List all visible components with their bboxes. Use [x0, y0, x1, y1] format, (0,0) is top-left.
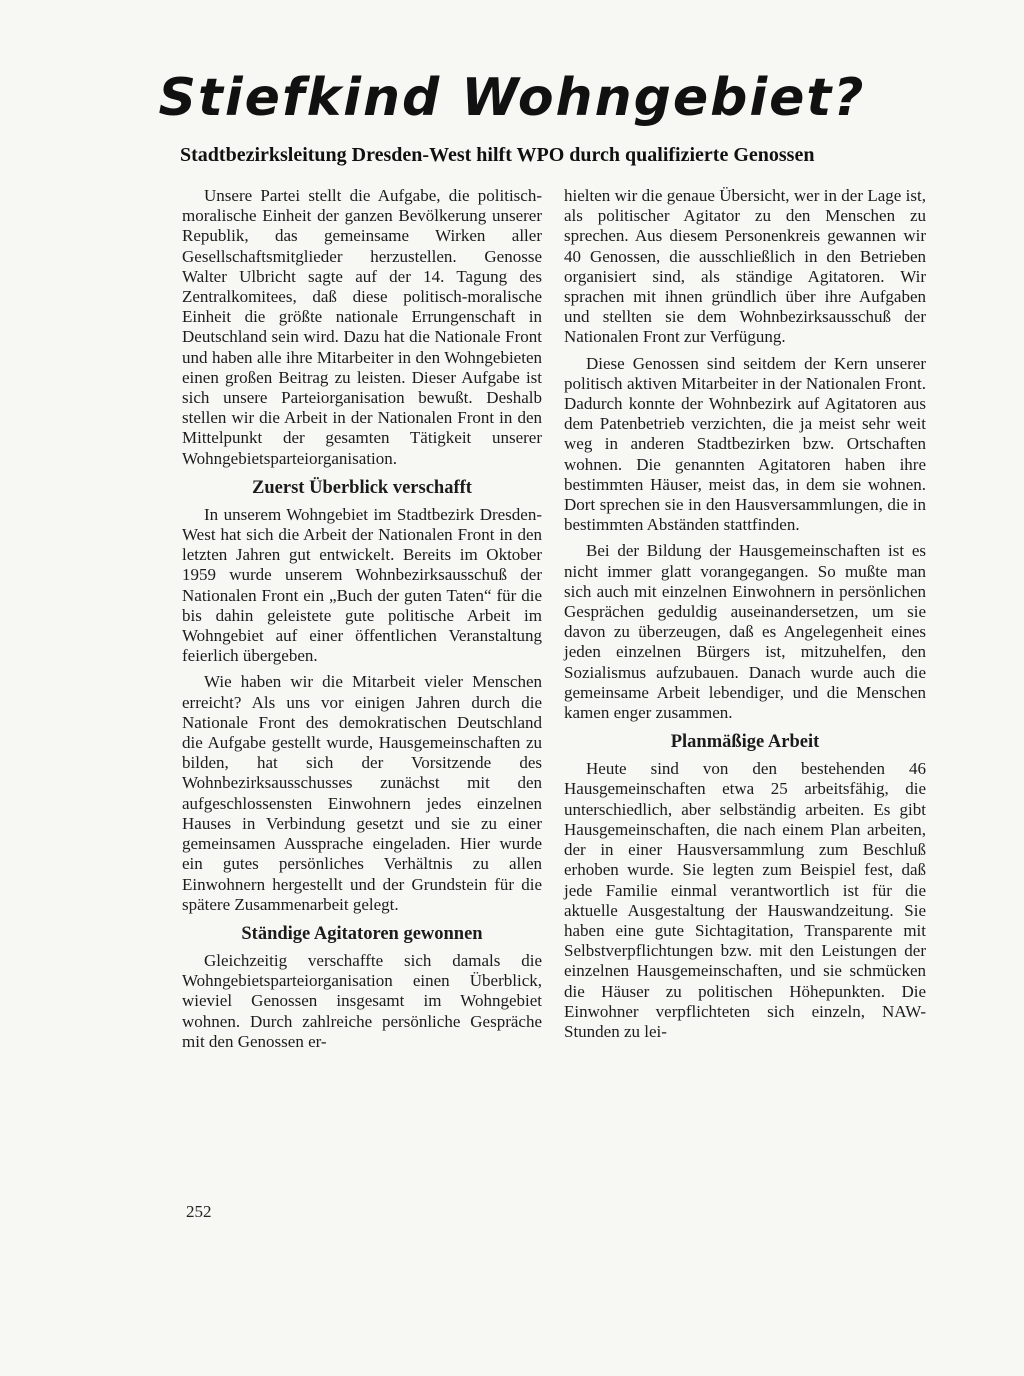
paragraph: Wie haben wir die Mitarbeit vieler Menschen erreicht? Als uns vor einigen Jahren durch die Nationale Front des demokratischen Deutschland die Aufgabe gestellt wurde, Hausgemeinschaften zu bilden, hat sich der Vorsitzende des Wohnbezirksausschusses zunächst mit den aufgeschlossensten Einwohnern jedes einzelnen Hauses in Verbindung gesetzt und sie zu einer gemeinsamen Aussprache eingeladen. Hier wurde ein gutes persönliches Verhältnis zu allen Einwohnern hergestellt und der Grundstein für die spätere Zusammenarbeit gelegt.: [182, 672, 542, 914]
article-subtitle: Stadtbezirksleitung Dresden-West hilft WPO durch qualifizierte Genossen: [180, 144, 815, 166]
paragraph: Bei der Bildung der Hausgemeinschaften ist es nicht immer glatt vorangegangen. So mußte man sich auch mit einzelnen Einwohnern in persönlichen Gesprächen geduldig auseinandersetzen, um sie davon zu überzeugen, daß es Angelegenheit eines jeden einzelnen Bürgers ist, mitzuhelfen, den Sozialismus aufzubauen. Danach wurde auch die gemeinsame Arbeit lebendiger, und die Menschen kamen enger zusammen.: [564, 541, 926, 723]
paragraph: Diese Genossen sind seitdem der Kern unserer politisch aktiven Mitarbeiter in der Nationalen Front. Dadurch konnte der Wohnbezirk auf Agitatoren aus dem Patenbetrieb verzichten, die ja meist sehr weit weg in anderen Stadtbezirken bzw. Ortschaften wohnen. Die genannten Agitatoren haben ihre bestimmten Häuser, meist das, in dem sie wohnen. Dort sprechen sie in den Hausversammlungen, die in bestimmten Abständen stattfinden.: [564, 353, 926, 535]
paragraph: Unsere Partei stellt die Aufgabe, die politisch-moralische Einheit der ganzen Bevölkerung unserer Republik, das gemeinsame Wirken aller Gesellschaftsmitglieder herzustellen. Genosse Walter Ulbricht sagte auf der 14. Tagung des Zentralkomitees, daß diese politisch-moralische Einheit die größte nationale Errungenschaft in Deutschland sein wird. Dazu hat die Nationale Front und haben alle ihre Mitarbeiter in den Wohngebieten einen großen Beitrag zu leisten. Dieser Aufgabe ist sich unsere Parteiorganisation bewußt. Deshalb stellen wir die Arbeit in der Nationalen Front in den Mittelpunkt der gesamten Tätigkeit unserer Wohngebietsparteiorganisation.: [182, 186, 542, 468]
section-heading: Zuerst Überblick verschafft: [252, 477, 472, 498]
left-column: [182, 186, 542, 1058]
article-title: Stiefkind Wohngebiet?: [158, 68, 866, 128]
right-column: [564, 186, 926, 1048]
page-number: 252: [186, 1202, 212, 1221]
paragraph: In unserem Wohngebiet im Stadtbezirk Dresden-West hat sich die Arbeit der Nationalen Front in den letzten Jahren gut entwickelt. Bereits im Oktober 1959 wurde unserem Wohnbezirksausschuß der Nationalen Front ein „Buch der guten Taten“ für die bis dahin geleistete gute politische Arbeit im Wohngebiet auf einer öffentlichen Veranstaltung feierlich übergeben.: [182, 504, 542, 666]
paragraph: hielten wir die genaue Übersicht, wer in der Lage ist, als politischer Agitator zu den Menschen zu sprechen. Aus diesem Personenkreis gewannen wir 40 Genossen, die ausschließlich in den Betrieben organisiert sind, als ständige Agitatoren. Wir sprachen mit ihnen gründlich über ihre Aufgaben und stellten sie dem Wohnbezirksausschuß der Nationalen Front zur Verfügung.: [564, 186, 926, 347]
section-heading: Ständige Agitatoren gewonnen: [241, 923, 483, 944]
section-heading: Planmäßige Arbeit: [670, 732, 820, 753]
paragraph: Heute sind von den bestehenden 46 Hausgemeinschaften etwa 25 arbeitsfähig, die unterschiedlich, aber selbständig arbeiten. Es gibt Hausgemeinschaften, die nach einem Plan arbeiten, der in einer Hausversammlung zum Beschluß erhoben wurde. Sie legten zum Beispiel fest, daß jede Familie einmal verantwortlich ist für die aktuelle Ausgestaltung der Hauswandzeitung. Sie haben eine gute Sichtagitation, Transparente mit Selbstverpflichtungen bzw. mit den Leistungen der einzelnen Hausgemeinschaften, und sie schmücken die Häuser zu politischen Höhepunkten. Die Einwohner verpflichteten sich einzeln, NAW-Stunden zu lei-: [564, 759, 926, 1041]
paragraph: Gleichzeitig verschaffte sich damals die Wohngebietsparteiorganisation einen Überblick, wieviel Genossen insgesamt im Wohngebiet wohnen. Durch zahlreiche persönliche Gespräche mit den Genossen er-: [182, 950, 542, 1051]
